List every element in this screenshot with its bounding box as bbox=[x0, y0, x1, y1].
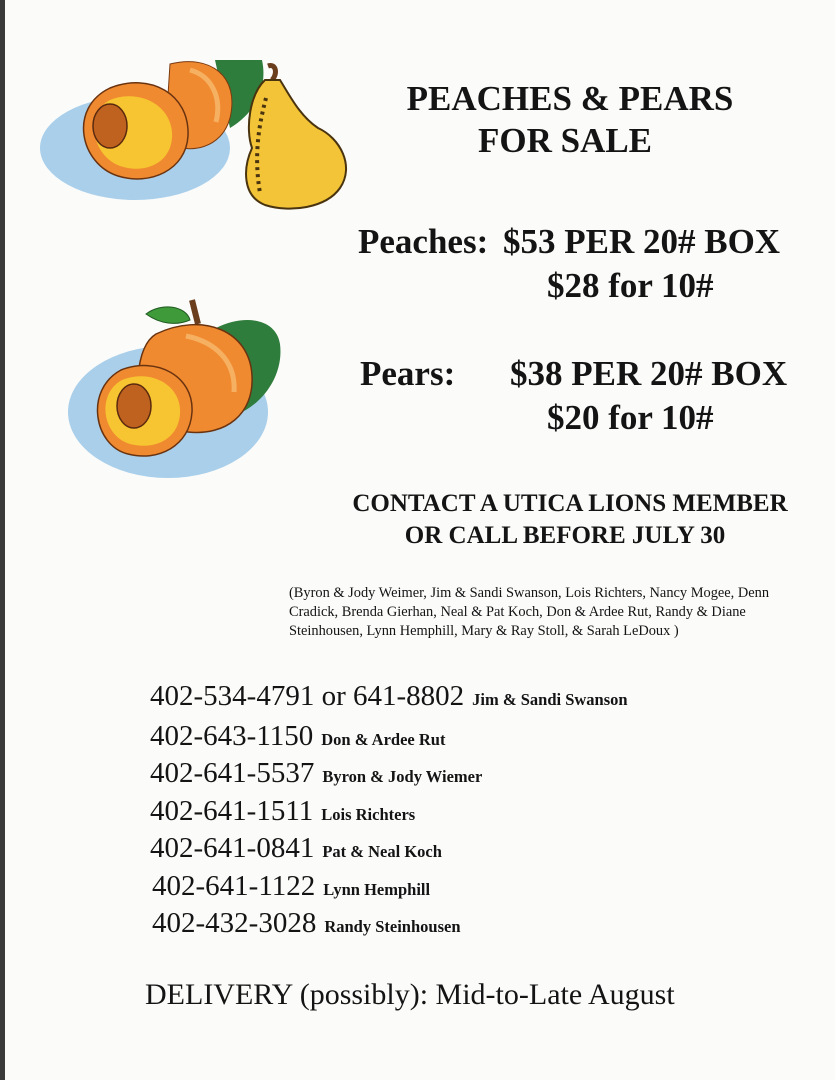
phone-entry bbox=[150, 832, 442, 865]
phone-entry bbox=[150, 795, 415, 828]
phone-contact-name: Pat & Neal Koch bbox=[322, 842, 442, 861]
phone-number: 402-641-1511 bbox=[150, 795, 314, 827]
pears-price-10: $20 for 10# bbox=[547, 398, 714, 437]
peaches-price-row bbox=[358, 222, 780, 262]
phone-contact-name: Jim & Sandi Swanson bbox=[472, 690, 628, 709]
contact-line-1: CONTACT A UTICA LIONS MEMBER bbox=[352, 490, 788, 517]
phone-entry bbox=[152, 870, 430, 903]
phone-contact-name: Lois Richters bbox=[321, 805, 416, 824]
phone-number: 402-432-3028 bbox=[152, 907, 317, 939]
flyer-title bbox=[350, 78, 790, 162]
pears-label: Pears: bbox=[360, 354, 456, 393]
peaches-price-10: $28 for 10# bbox=[547, 266, 714, 305]
phone-entry bbox=[150, 720, 445, 753]
peach-icon bbox=[66, 296, 286, 486]
member-line: Steinhousen, Lynn Hemphill, Mary & Ray Stoll, & Sarah LeDoux ) bbox=[289, 623, 679, 639]
peach-and-pear-icon bbox=[40, 58, 355, 218]
phone-number: 402-641-1122 bbox=[152, 870, 316, 902]
phone-entry bbox=[150, 680, 628, 713]
phone-entry bbox=[150, 757, 482, 790]
phone-contact-name: Don & Ardee Rut bbox=[321, 730, 446, 749]
title-line-1: PEACHES & PEARS bbox=[406, 79, 734, 118]
member-line: Cradick, Brenda Gierhan, Neal & Pat Koch, Don & Ardee Rut, Randy & Diane bbox=[289, 604, 746, 620]
phone-number: 402-534-4791 or 641-8802 bbox=[150, 680, 465, 712]
title-line-2: FOR SALE bbox=[477, 121, 653, 160]
pears-price-20: $38 PER 20# BOX bbox=[510, 354, 788, 393]
phone-entry bbox=[152, 907, 461, 940]
phone-number: 402-641-5537 bbox=[150, 757, 315, 789]
scan-edge bbox=[0, 0, 5, 1080]
contact-heading bbox=[310, 488, 830, 552]
member-line: (Byron & Jody Weimer, Jim & Sandi Swanson, Lois Richters, Nancy Mogee, Denn bbox=[289, 585, 770, 601]
phone-contact-name: Byron & Jody Wiemer bbox=[322, 767, 483, 786]
peaches-price-20: $53 PER 20# BOX bbox=[502, 222, 781, 261]
peaches-label: Peaches: bbox=[358, 222, 489, 261]
phone-contact-name: Lynn Hemphill bbox=[323, 880, 431, 899]
phone-contact-name: Randy Steinhousen bbox=[324, 917, 461, 936]
member-list bbox=[289, 584, 835, 641]
contact-line-2: OR CALL BEFORE JULY 30 bbox=[404, 522, 726, 549]
phone-number: 402-643-1150 bbox=[150, 720, 314, 752]
delivery-note: DELIVERY (possibly): Mid-to-Late August bbox=[145, 978, 675, 1011]
phone-number: 402-641-0841 bbox=[150, 832, 315, 864]
